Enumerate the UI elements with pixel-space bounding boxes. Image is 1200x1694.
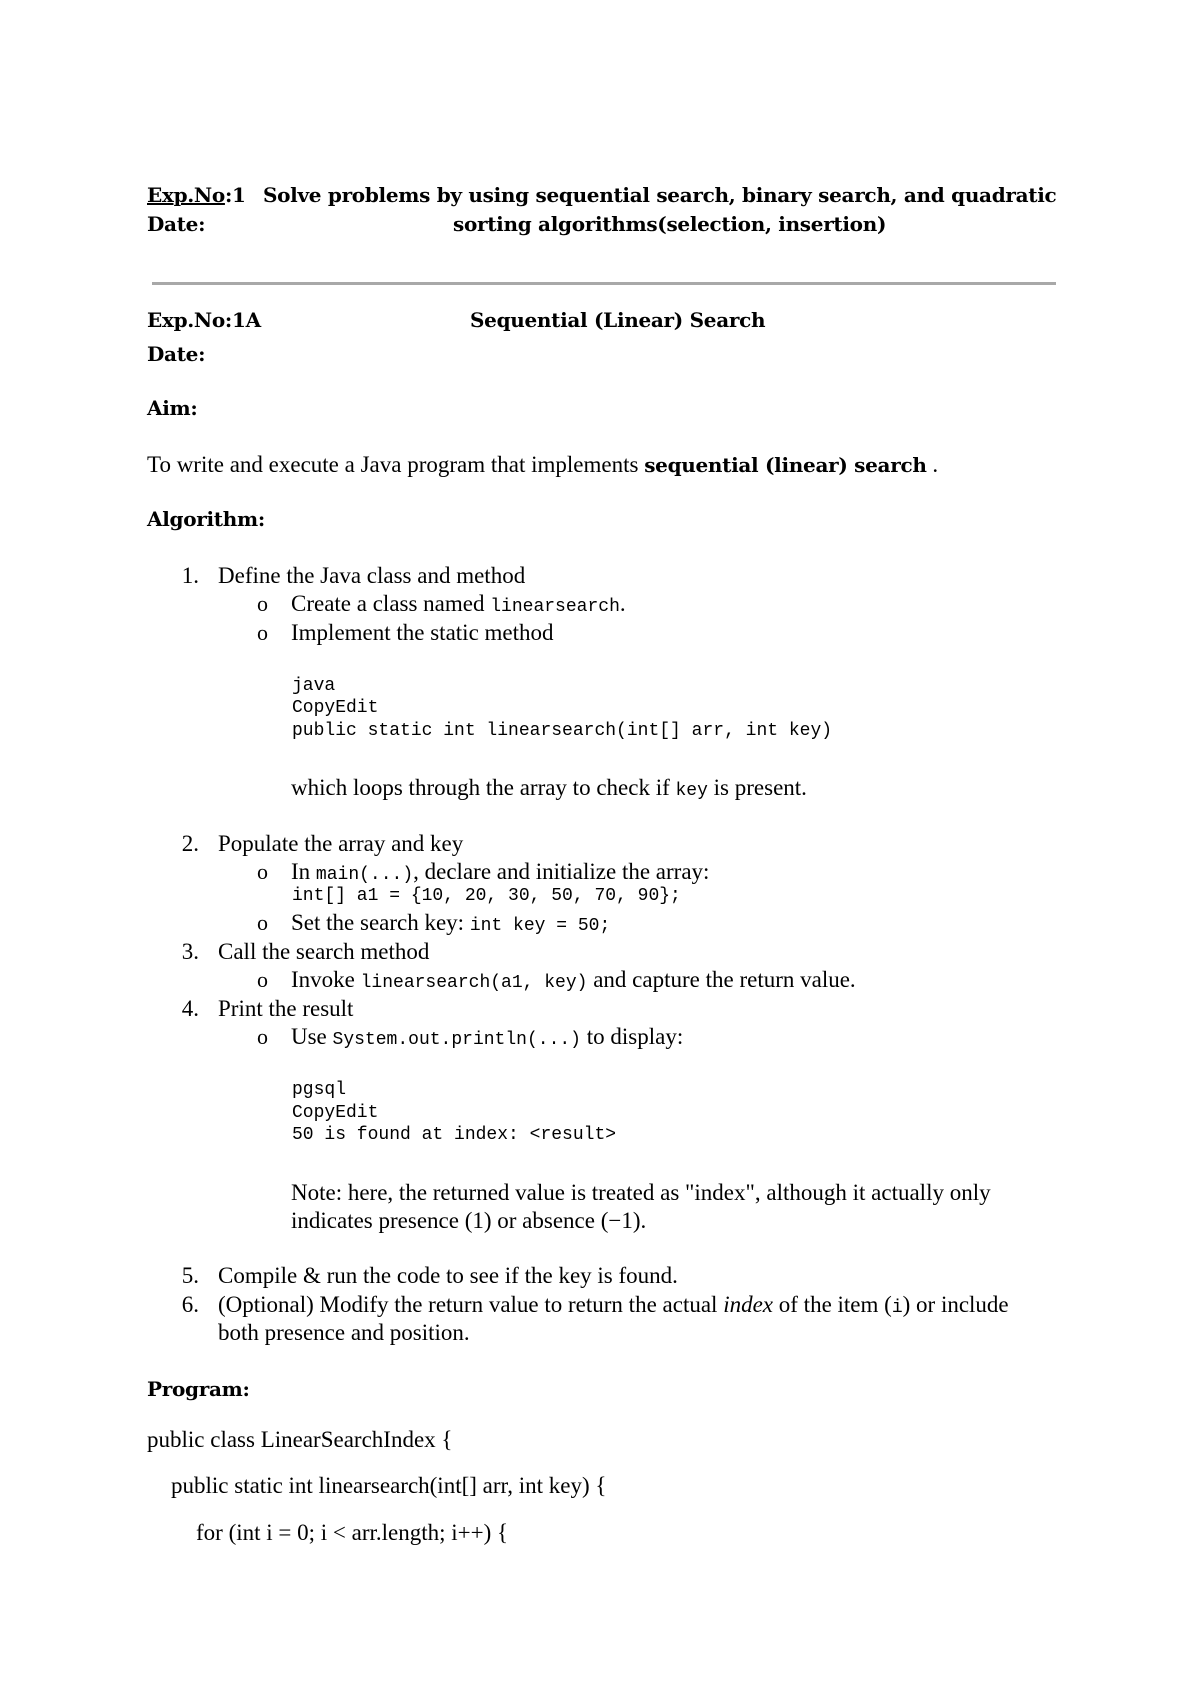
- step-number: 6.: [181, 1292, 199, 1317]
- step-text: Populate the array and key: [218, 831, 464, 856]
- step-number: 2.: [181, 831, 199, 856]
- header-date-label: Date:: [147, 212, 206, 236]
- bullet-icon: o: [257, 1024, 268, 1049]
- step-number: 1.: [181, 563, 199, 588]
- bullet-icon: o: [257, 620, 268, 645]
- step-text: both presence and position.: [218, 1320, 470, 1345]
- bullet-icon: o: [257, 591, 268, 616]
- note-text: Note: here, the returned value is treated as "index", although it actually only: [291, 1180, 991, 1205]
- program-line: public class LinearSearchIndex {: [147, 1427, 453, 1452]
- code-line: java: [292, 676, 336, 696]
- bullet-icon: o: [257, 967, 268, 992]
- step-text: Compile & run the code to see if the key is found.: [218, 1263, 678, 1288]
- step-text: (Optional) Modify the return value to return the actual index of the item (i) or include: [218, 1292, 1009, 1318]
- aim-heading: Aim:: [147, 396, 198, 420]
- header-exp-number: Exp.No:1: [147, 183, 246, 207]
- section-exp-number: Exp.No:1A: [147, 308, 261, 332]
- step-text: Call the search method: [218, 939, 430, 964]
- sub-step-text: Invoke linearsearch(a1, key) and capture the return value.: [291, 967, 856, 993]
- sub-step-text: Set the search key: int key = 50;: [291, 910, 611, 936]
- header-title-line1: Solve problems by using sequential search, binary search, and quadratic: [263, 183, 1057, 207]
- horizontal-divider: [152, 282, 1056, 285]
- bullet-icon: o: [257, 859, 268, 884]
- header-title-line2: sorting algorithms(selection, insertion): [453, 212, 887, 236]
- bullet-icon: o: [257, 910, 268, 935]
- step-number: 5.: [181, 1263, 199, 1288]
- sub-step-text: which loops through the array to check if key is present.: [291, 775, 807, 801]
- code-line: 50 is found at index: <result>: [292, 1125, 617, 1145]
- step-number: 3.: [181, 939, 199, 964]
- sub-step-text: Create a class named linearsearch.: [291, 591, 626, 617]
- section-date-label: Date:: [147, 342, 206, 366]
- code-line: public static int linearsearch(int[] arr, int key): [292, 721, 833, 741]
- aim-text: To write and execute a Java program that implements sequential (linear) search .: [147, 452, 939, 477]
- step-text: Define the Java class and method: [218, 563, 526, 588]
- algorithm-heading: Algorithm:: [147, 507, 265, 531]
- step-number: 4.: [181, 996, 199, 1021]
- step-text: Print the result: [218, 996, 354, 1021]
- code-line: int[] a1 = {10, 20, 30, 50, 70, 90};: [292, 886, 681, 906]
- program-line: for (int i = 0; i < arr.length; i++) {: [196, 1520, 509, 1545]
- code-line: pgsql: [292, 1080, 347, 1100]
- sub-step-text: Implement the static method: [291, 620, 554, 645]
- program-heading: Program:: [147, 1377, 250, 1401]
- note-text: indicates presence (1) or absence (−1).: [291, 1208, 647, 1233]
- sub-step-text: In main(...), declare and initialize the array:: [291, 859, 710, 885]
- code-line: CopyEdit: [292, 1103, 379, 1123]
- sub-step-text: Use System.out.println(...) to display:: [291, 1024, 684, 1050]
- code-line: CopyEdit: [292, 698, 379, 718]
- section-title: Sequential (Linear) Search: [470, 308, 766, 332]
- program-line: public static int linearsearch(int[] arr, int key) {: [171, 1473, 607, 1498]
